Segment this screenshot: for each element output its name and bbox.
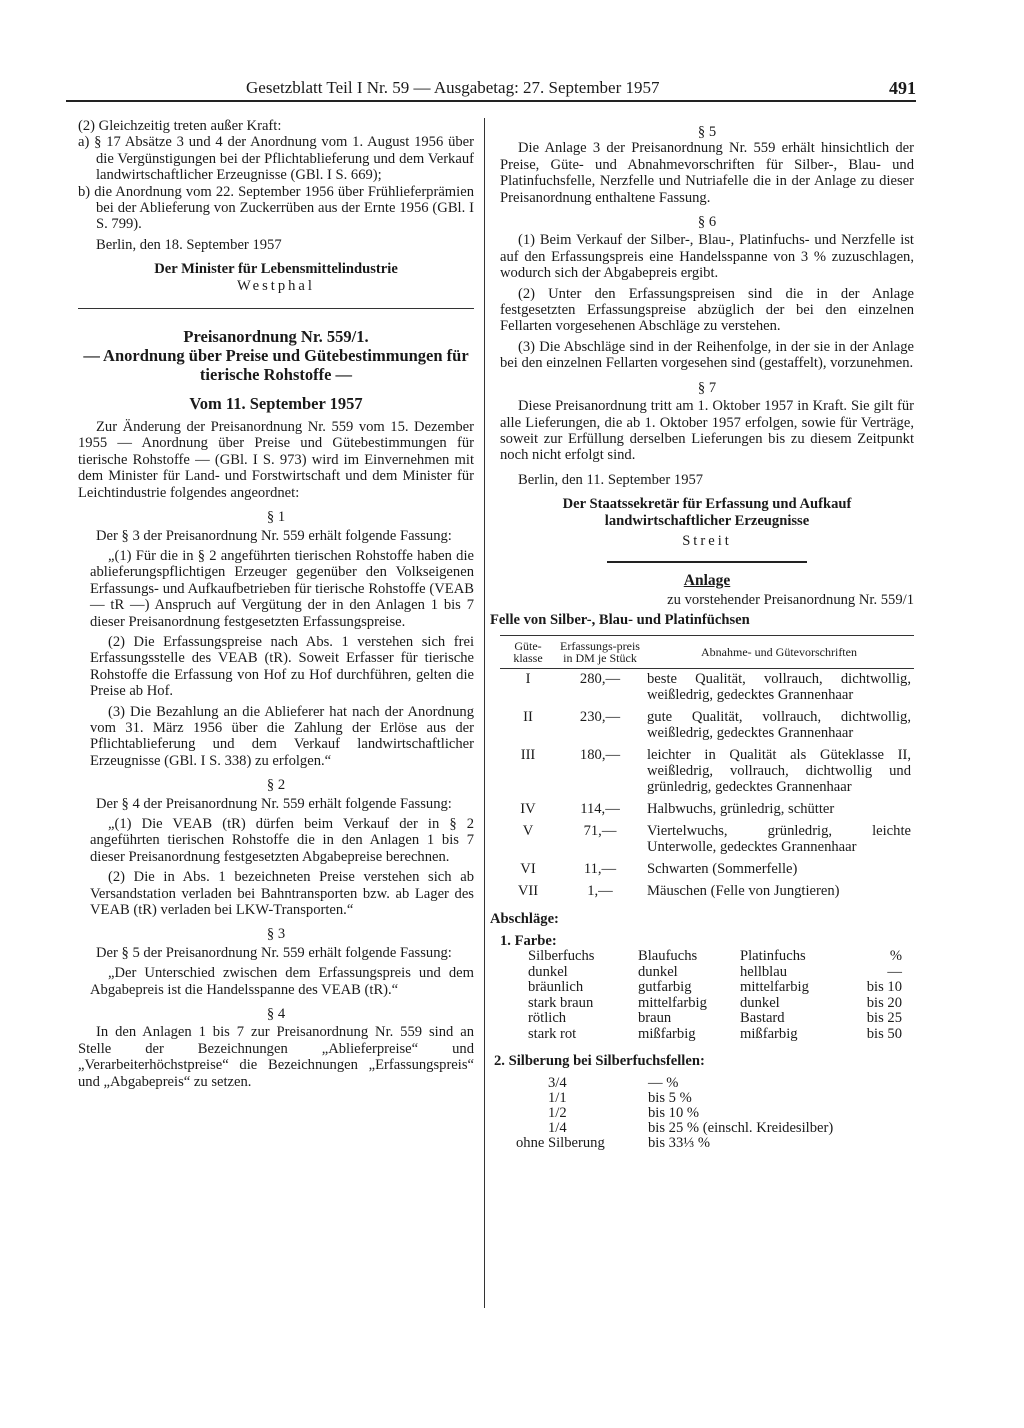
order-subtitle: — Anordnung über Preise und Gütebestimmungen für tierische Rohstoffe — bbox=[83, 346, 469, 385]
silvering-value: bis 33⅓ % bbox=[648, 1134, 711, 1151]
section-1-quote-1: „(1) Für die in § 2 angeführten tierischen Rohstoffe haben die ablieferungspflichtigen Erzeuger gegenüber den Volkseigenen Erfassungs- und Aufkaufbetrieben für tierische Rohstoffe (VEAB — tR —) Anspruch auf Vergütung der in den Anlagen 1 bis 7 dieser Preisanordnung festgesetzten Erfassungspreise. bbox=[90, 547, 474, 630]
header-grade: Güte-klasse bbox=[500, 635, 556, 668]
section-7-heading: § 7 bbox=[697, 379, 717, 396]
table-row bbox=[500, 707, 914, 745]
table-title: Felle von Silber-, Blau- und Platinfüchsen bbox=[490, 612, 750, 629]
section-5-text: Die Anlage 3 der Preisanordnung Nr. 559 erhält hinsichtlich der Preise, Güte- und Abnahmevorschriften für Silber-, Blau- und Platinfuchsfelle, Nerzfelle und Nutriafelle die in der Anlage zu dieser Preisanordnung enthaltene Fassung. bbox=[500, 140, 914, 206]
section-1-quote-3: (3) Die Bezahlung an die Ablieferer hat nach der Anordnung vom 31. März 1956 über die Zahlung der Erlöse aus der Pflichtablieferung und dem Verkauf landwirtschaftlicher Erzeugnisse (GBl. I S. 338) zu erfolgen.“ bbox=[90, 703, 474, 769]
paragraph-b: b) die Anordnung vom 22. September 1956 über Frühlieferprämien bei der Ablieferung von Zuckerrüben aus der Ernte 1956 (GBl. I S. 799). bbox=[78, 183, 474, 233]
table-row bbox=[500, 668, 914, 707]
section-7-text: Diese Preisanordnung tritt am 1. Oktober 1957 in Kraft. Sie gilt für alle Lieferungen, die ab 1. Oktober 1957 erfolgen, sowie für Verträge, soweit zur Erfüllung derselben Lieferungen bis zu diesem Zeitpunkt noch nicht erfolgt sind. bbox=[500, 398, 914, 464]
silvering-deductions bbox=[500, 1076, 914, 1151]
platinum-fox-column bbox=[740, 949, 809, 1042]
table-row bbox=[500, 745, 914, 799]
section-5-heading: § 5 bbox=[697, 124, 717, 140]
section-3-intro: Der § 5 der Preisanordnung Nr. 559 erhält folgende Fassung: bbox=[96, 944, 452, 961]
color-value: bräunlich bbox=[528, 979, 584, 996]
silvering-value: bis 10 % bbox=[648, 1104, 700, 1121]
section-divider bbox=[78, 308, 474, 309]
silvering-value: bis 25 % (einschl. Kreidesilber) bbox=[648, 1119, 834, 1136]
price-cell: 11,— bbox=[583, 860, 617, 877]
list-item bbox=[500, 1091, 914, 1106]
grade-cell: III bbox=[520, 746, 536, 763]
right-column bbox=[490, 124, 914, 1151]
section-6-para-3: (3) Die Abschläge sind in der Reihenfolge, in der sie in der Anlage bei den einzelnen Fellarten vorgesehen sind (gestaffelt), vorzunehmen. bbox=[500, 338, 914, 372]
color-value: dunkel bbox=[740, 994, 780, 1011]
color-value: stark rot bbox=[528, 1025, 577, 1042]
list-item bbox=[500, 1136, 914, 1151]
paragraph-intro: (2) Gleichzeitig treten außer Kraft: bbox=[78, 118, 282, 134]
price-cell: 230,— bbox=[579, 708, 621, 725]
column-head: Platinfuchs bbox=[740, 948, 806, 965]
list-item bbox=[500, 1121, 914, 1136]
section-1-quote-2: (2) Die Erfassungspreise nach Abs. 1 verstehen sich frei Erfassungsstelle des VEAB (tR). Soweit Erfasser für tierische Rohstoffe die Erfassung von Hof zu Hof durchführen, gelten die Preise ab Hof. bbox=[90, 633, 474, 700]
signatory-title-2a: Der Staatssekretär für Erfassung und Aufkauf bbox=[562, 496, 852, 513]
price-cell: 114,— bbox=[580, 800, 620, 817]
header-price: Erfassungs-preis in DM je Stück bbox=[556, 635, 644, 668]
silvering-key: ohne Silberung bbox=[516, 1134, 605, 1151]
description-cell: leichter in Qualität als Güteklasse II, weißledrig, vollrauch, dichtwollig und grünledrig, gedecktes Grannenhaar bbox=[647, 746, 911, 795]
grade-cell: II bbox=[523, 708, 533, 725]
table-row bbox=[500, 881, 914, 903]
grade-cell: I bbox=[525, 670, 531, 687]
color-value: dunkel bbox=[528, 963, 568, 980]
color-deductions bbox=[500, 949, 914, 1045]
price-cell: 1,— bbox=[587, 882, 613, 899]
color-value: gutfarbig bbox=[638, 979, 692, 996]
section-1-heading: § 1 bbox=[266, 509, 286, 526]
percent-value: bis 25 bbox=[866, 1010, 902, 1027]
description-cell: Halbwuchs, grünledrig, schütter bbox=[647, 800, 835, 817]
color-value: rötlich bbox=[528, 1010, 567, 1027]
section-2-quote-1: „(1) Die VEAB (tR) dürfen beim Verkauf der in § 2 angeführten tierischen Rohstoffe die in den Anlagen 1 bis 7 dieser Preisanordnung festgesetzten Abgabepreise berechnen. bbox=[90, 816, 474, 865]
place-date-1: Berlin, den 18. September 1957 bbox=[96, 236, 282, 253]
silvering-key: 1/4 bbox=[548, 1119, 567, 1136]
description-cell: beste Qualität, vollrauch, dichtwollig, weißledrig, gedecktes Grannenhaar bbox=[647, 670, 911, 703]
silvering-key: 1/1 bbox=[548, 1089, 567, 1106]
section-6-para-2: (2) Unter den Erfassungspreisen sind die in der Anlage festgesetzten Erfassungspreise abzüglich der bei den einzelnen Fellarten vorgesehenen Abschläge zu verstehen. bbox=[500, 285, 914, 335]
silvering-value: — % bbox=[648, 1074, 679, 1091]
column-head: % bbox=[889, 948, 902, 965]
table-row bbox=[500, 859, 914, 881]
blue-fox-column bbox=[638, 949, 707, 1042]
description-cell: Schwarten (Sommerfelle) bbox=[647, 860, 798, 877]
column-head: Silberfuchs bbox=[528, 948, 595, 965]
annex-subtitle: zu vorstehender Preisanordnung Nr. 559/1 bbox=[667, 591, 914, 608]
annex-divider bbox=[607, 561, 807, 563]
description-cell: Mäuschen (Felle von Jungtieren) bbox=[647, 882, 840, 899]
left-column bbox=[78, 118, 474, 1090]
percent-value: bis 10 bbox=[866, 979, 902, 996]
section-6-para-1: (1) Beim Verkauf der Silber-, Blau-, Platinfuchs- und Nerzfelle ist auf den Erfassungspreis eine Handelsspanne von 3 % zuzuschlagen, wodurch sich der Abgabepreis ergibt. bbox=[500, 232, 914, 282]
percent-value: — bbox=[887, 963, 902, 980]
page-header bbox=[66, 78, 916, 100]
color-value: mittelfarbig bbox=[740, 979, 809, 996]
section-4-text: In den Anlagen 1 bis 7 zur Preisanordnung Nr. 559 sind an Stelle der Bezeichnungen „Ablieferpreise“ und „Verarbeiterhöchstpreise“ die Bezeichnungen „Erfassungspreis“ und „Abgabepreis“ zu setzen. bbox=[78, 1024, 474, 1090]
percent-column bbox=[856, 949, 902, 1042]
column-divider bbox=[484, 118, 485, 1308]
color-value: mittelfarbig bbox=[638, 994, 707, 1011]
table-row bbox=[500, 821, 914, 859]
paragraph-a: a) § 17 Absätze 3 und 4 der Anordnung vom 1. August 1956 über die Vergünstigungen bei der Pflichtablieferung und dem Verkauf landwirtschaftlicher Erzeugnisse (GBl. I S. 669); bbox=[78, 134, 474, 184]
header-rules: Abnahme- und Gütevorschriften bbox=[644, 635, 914, 668]
grade-cell: VII bbox=[517, 882, 539, 899]
list-item bbox=[500, 1076, 914, 1091]
grade-cell: V bbox=[522, 822, 534, 839]
grade-table bbox=[500, 635, 914, 903]
place-date-2: Berlin, den 11. September 1957 bbox=[518, 471, 704, 488]
section-3-heading: § 3 bbox=[266, 926, 286, 943]
deductions-title: Abschläge: bbox=[490, 910, 559, 927]
signatory-title-1: Der Minister für Lebensmittelindustrie bbox=[154, 261, 398, 278]
table-header-row bbox=[500, 635, 914, 668]
grade-cell: VI bbox=[520, 860, 536, 877]
percent-value: bis 20 bbox=[866, 994, 902, 1011]
signatory-name-1: Westphal bbox=[237, 277, 315, 294]
header-title: Gesetzblatt Teil I Nr. 59 — Ausgabetag: 27. September 1957 bbox=[246, 78, 660, 97]
description-cell: Viertelwuchs, grünledrig, leichte Unterwolle, gedecktes Grannenhaar bbox=[647, 822, 911, 855]
color-value: braun bbox=[638, 1010, 672, 1027]
color-value: Bastard bbox=[740, 1010, 785, 1027]
silvering-title: 2. Silberung bei Silberfuchsfellen: bbox=[494, 1053, 705, 1070]
table-row bbox=[500, 799, 914, 821]
section-4-heading: § 4 bbox=[266, 1006, 286, 1023]
list-item bbox=[500, 1106, 914, 1121]
percent-value: bis 50 bbox=[866, 1025, 902, 1042]
section-2-heading: § 2 bbox=[266, 777, 286, 794]
section-2-quote-2: (2) Die in Abs. 1 bezeichneten Preise verstehen sich ab Versandstation verladen bei Bahntransporten bzw. ab Lager des VEAB (tR) verladen bei LKW-Transporten.“ bbox=[90, 869, 474, 919]
preamble: Zur Änderung der Preisanordnung Nr. 559 vom 15. Dezember 1955 — Anordnung über Preise und Gütebestimmungen für tierische Rohstoffe — (GBl. I S. 973) wird im Einvernehmen mit dem Minister für Land- und Forstwirtschaft und dem Minister für Leichtindustrie folgendes angeordnet: bbox=[78, 419, 474, 501]
color-value: dunkel bbox=[638, 963, 678, 980]
signatory-title-2b: landwirtschaftlicher Erzeugnisse bbox=[604, 512, 810, 529]
color-value: mißfarbig bbox=[638, 1025, 696, 1042]
annex-title: Anlage bbox=[683, 572, 731, 590]
section-2-intro: Der § 4 der Preisanordnung Nr. 559 erhält folgende Fassung: bbox=[96, 795, 452, 812]
color-value: mißfarbig bbox=[740, 1025, 798, 1042]
price-cell: 180,— bbox=[579, 746, 621, 763]
silvering-key: 3/4 bbox=[548, 1074, 567, 1091]
order-date: Vom 11. September 1957 bbox=[189, 394, 363, 414]
section-3-quote: „Der Unterschied zwischen dem Erfassungspreis und dem Abgabepreis ist die Handelsspanne des VEAB (tR).“ bbox=[90, 965, 474, 998]
silvering-key: 1/2 bbox=[548, 1104, 567, 1121]
description-cell: gute Qualität, vollrauch, dichtwollig, weißledrig, gedecktes Grannenhaar bbox=[647, 708, 911, 741]
section-1-intro: Der § 3 der Preisanordnung Nr. 559 erhält folgende Fassung: bbox=[96, 527, 452, 544]
color-value: hellblau bbox=[740, 963, 788, 980]
header-rule bbox=[66, 100, 916, 102]
color-title: 1. Farbe: bbox=[500, 932, 557, 949]
signatory-name-2: Streit bbox=[682, 532, 732, 549]
grade-cell: IV bbox=[520, 800, 536, 817]
silvering-value: bis 5 % bbox=[648, 1089, 692, 1106]
price-cell: 280,— bbox=[579, 670, 621, 687]
silver-fox-column bbox=[528, 949, 594, 1042]
price-cell: 71,— bbox=[583, 822, 617, 839]
section-6-heading: § 6 bbox=[697, 214, 717, 231]
page-number: 491 bbox=[889, 78, 916, 98]
order-title: Preisanordnung Nr. 559/1. bbox=[183, 327, 369, 347]
color-value: stark braun bbox=[528, 994, 594, 1011]
column-head: Blaufuchs bbox=[638, 948, 698, 965]
